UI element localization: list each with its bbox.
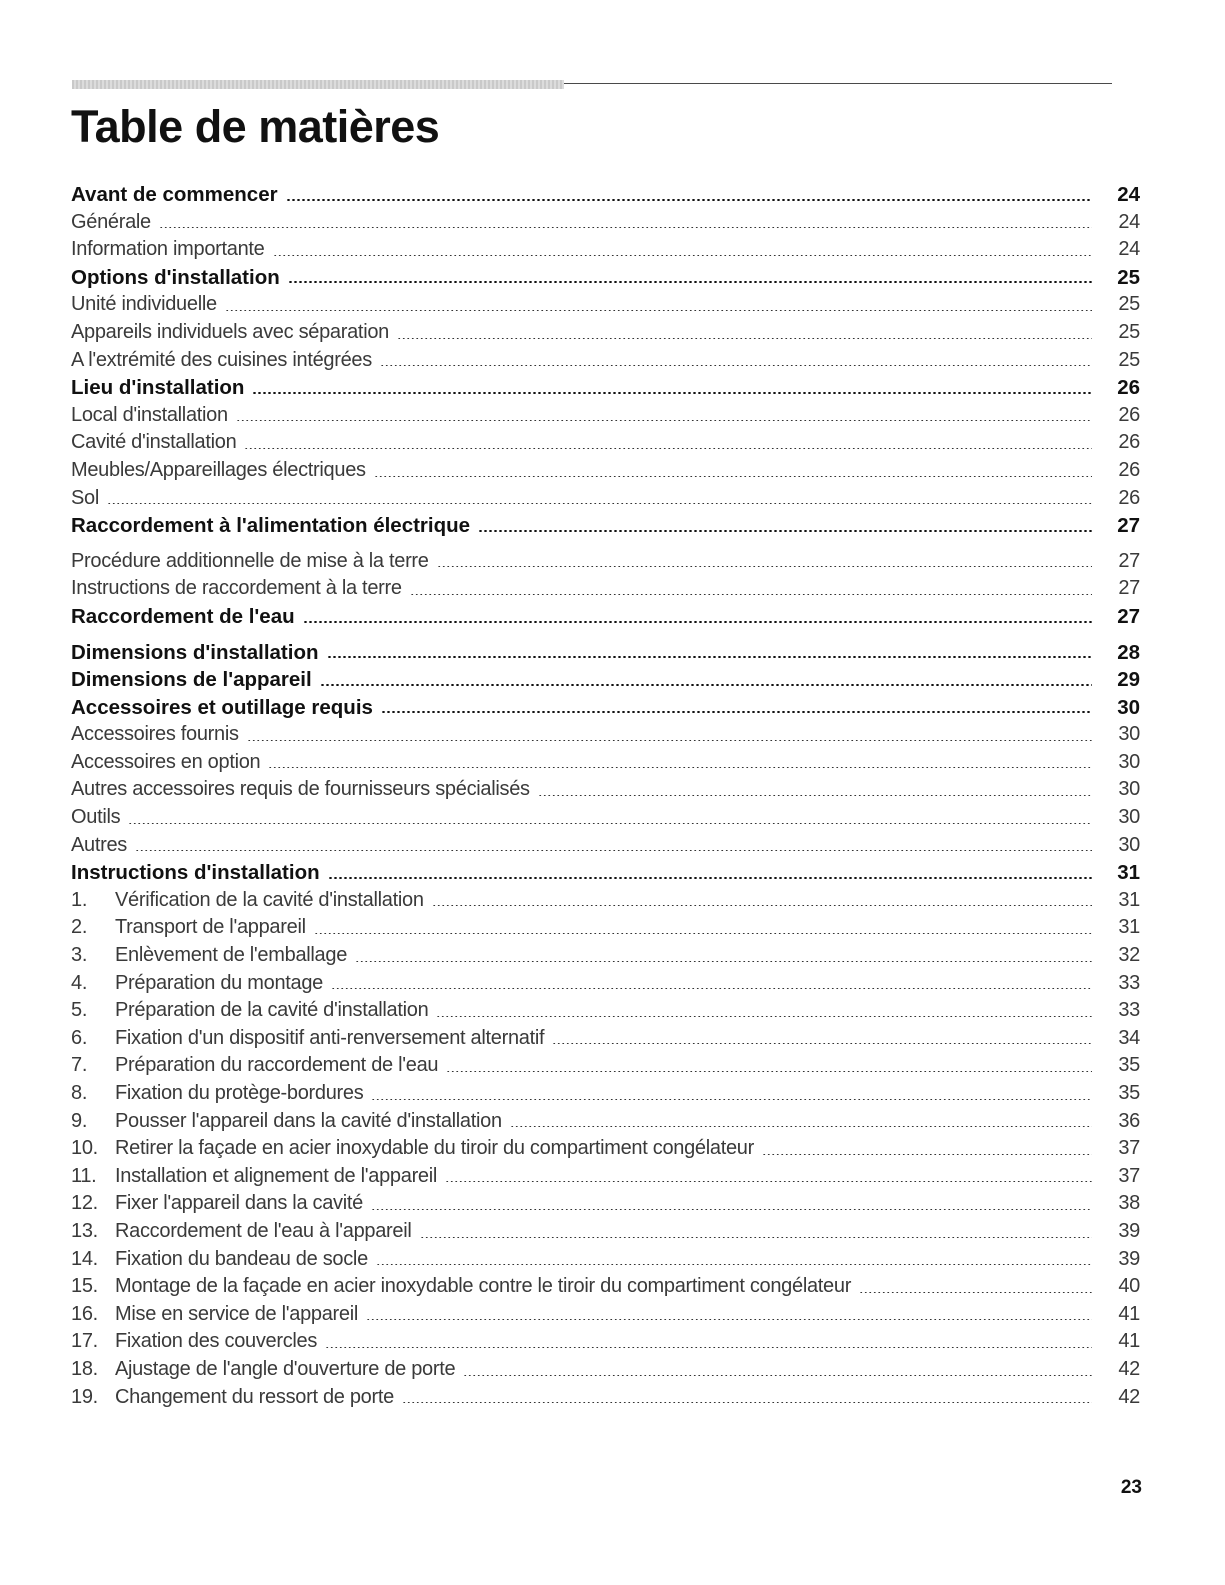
toc-entry-page: 26 (1118, 458, 1140, 481)
dot-leader (236, 420, 1092, 421)
toc-entry-label: Préparation du raccordement de l'eau (115, 1054, 439, 1077)
toc-subsection-entry[interactable] (71, 209, 1140, 237)
toc-entry-label: Information importante (71, 238, 265, 261)
toc-entry-page: 34 (1118, 1026, 1140, 1049)
toc-entry-label: Unité individuelle (71, 293, 217, 316)
toc-entry-label: Cavité d'installation (71, 431, 237, 454)
toc-subsection-entry[interactable] (71, 721, 1140, 749)
toc-entry-page: 35 (1118, 1082, 1140, 1104)
toc-entry-page: 30 (1118, 806, 1140, 829)
toc-entry-page: 41 (1118, 1330, 1140, 1353)
toc-subsection-entry[interactable] (71, 1328, 1140, 1356)
toc-subsection-entry[interactable] (71, 970, 1140, 998)
toc-subsection-entry[interactable] (71, 485, 1140, 513)
table-of-contents (71, 181, 1140, 1411)
dot-leader (366, 1319, 1092, 1320)
toc-subsection-entry[interactable] (71, 1246, 1140, 1274)
toc-subsection-entry[interactable] (71, 1190, 1140, 1218)
toc-entry-page: 42 (1118, 1357, 1140, 1380)
toc-entry-label: Raccordement de l'eau à l'appareil (115, 1219, 412, 1242)
dot-leader (303, 621, 1092, 623)
dot-leader (446, 1071, 1092, 1072)
toc-entry-page: 35 (1118, 1054, 1140, 1077)
toc-subsection-entry[interactable] (71, 914, 1140, 942)
toc-entry-label: Fixation d'un dispositif anti-renversement alternatif (115, 1026, 545, 1049)
dot-leader (225, 310, 1092, 311)
toc-entry-label: Outils (71, 806, 121, 829)
dot-leader (437, 566, 1092, 567)
toc-entry-page: 24 (1118, 238, 1140, 261)
toc-subsection-entry[interactable] (71, 1080, 1140, 1108)
toc-entry-page: 27 (1117, 514, 1140, 538)
toc-entry-label: Instructions de raccordement à la terre (71, 577, 402, 600)
dot-leader (288, 281, 1092, 283)
toc-entry-number: 16. (71, 1302, 98, 1325)
dot-leader (381, 711, 1092, 713)
toc-section-entry[interactable] (71, 603, 1140, 631)
dot-leader (128, 823, 1092, 824)
toc-entry-label: Vérification de la cavité d'installation (115, 888, 424, 911)
dot-leader (325, 1347, 1092, 1348)
toc-entry-label: Accessoires et outillage requis (71, 695, 373, 719)
toc-entry-page: 25 (1118, 320, 1140, 343)
toc-entry-page: 25 (1117, 265, 1140, 289)
toc-entry-page: 32 (1118, 944, 1140, 967)
toc-entry-page: 27 (1117, 604, 1140, 628)
toc-entry-label: Instructions d'installation (71, 861, 320, 885)
dot-leader (268, 767, 1092, 768)
toc-entry-label: Mise en service de l'appareil (115, 1302, 359, 1325)
toc-entry-label: Fixation du protège-bordures (115, 1082, 364, 1104)
toc-entry-label: Autres (71, 833, 128, 856)
toc-entry-page: 36 (1118, 1109, 1140, 1132)
toc-entry-page: 39 (1118, 1247, 1140, 1270)
dot-leader (432, 905, 1092, 906)
dot-leader (402, 1402, 1092, 1403)
toc-entry-label: Avant de commencer (71, 183, 278, 206)
toc-entry-label: Accessoires fournis (71, 723, 239, 746)
toc-entry-page: 30 (1118, 750, 1140, 773)
dot-leader (376, 1264, 1092, 1265)
toc-subsection-entry[interactable] (71, 347, 1140, 375)
toc-entry-page: 30 (1118, 778, 1140, 801)
toc-subsection-entry[interactable] (71, 236, 1140, 264)
toc-entry-label: Autres accessoires requis de fournisseurs spécialisés (71, 778, 530, 801)
toc-entry-page: 39 (1118, 1219, 1140, 1242)
toc-entry-page: 33 (1118, 971, 1140, 994)
dot-leader (538, 795, 1092, 796)
dot-leader (478, 530, 1092, 532)
dot-leader (135, 850, 1092, 851)
toc-subsection-entry[interactable] (71, 1025, 1140, 1053)
toc-entry-page: 27 (1118, 577, 1140, 600)
toc-entry-page: 27 (1118, 549, 1140, 572)
toc-entry-page: 24 (1118, 210, 1140, 233)
toc-entry-page: 24 (1117, 183, 1140, 206)
toc-entry-number: 7. (71, 1054, 88, 1077)
toc-entry-page: 31 (1117, 861, 1140, 885)
toc-entry-label: A l'extrémité des cuisines intégrées (71, 348, 372, 371)
toc-subsection-entry[interactable] (71, 1356, 1140, 1384)
toc-entry-page: 38 (1118, 1192, 1140, 1215)
toc-section-entry[interactable] (71, 639, 1140, 667)
toc-entry-number: 1. (71, 888, 88, 911)
toc-entry-label: Installation et alignement de l'appareil (115, 1164, 438, 1187)
toc-subsection-entry[interactable] (71, 548, 1140, 576)
dot-leader (244, 448, 1092, 449)
toc-subsection-entry[interactable] (71, 429, 1140, 457)
toc-subsection-entry[interactable] (71, 776, 1140, 804)
toc-entry-number: 17. (71, 1330, 98, 1353)
toc-entry-number: 18. (71, 1357, 98, 1380)
toc-subsection-entry[interactable] (71, 1273, 1140, 1301)
toc-subsection-entry[interactable] (71, 1218, 1140, 1246)
toc-entry-page: 40 (1118, 1275, 1140, 1298)
toc-entry-page: 26 (1118, 431, 1140, 454)
dot-leader (107, 503, 1092, 504)
dot-leader (436, 1016, 1092, 1017)
toc-entry-page: 26 (1118, 403, 1140, 426)
dot-leader (252, 392, 1092, 394)
dot-leader (273, 255, 1093, 256)
toc-entry-label: Local d'installation (71, 403, 228, 426)
toc-entry-label: Lieu d'installation (71, 376, 245, 400)
toc-entry-label: Pousser l'appareil dans la cavité d'installation (115, 1109, 502, 1132)
toc-entry-label: Dimensions d'installation (71, 640, 319, 664)
toc-entry-page: 33 (1118, 999, 1140, 1022)
toc-entry-label: Enlèvement de l'emballage (115, 944, 348, 967)
dot-leader (374, 476, 1092, 477)
toc-entry-page: 28 (1117, 640, 1140, 664)
dot-leader (762, 1154, 1092, 1155)
toc-entry-page: 30 (1118, 723, 1140, 746)
dot-leader (247, 740, 1092, 741)
dot-leader (445, 1181, 1092, 1182)
toc-subsection-entry[interactable] (71, 832, 1140, 860)
toc-entry-page: 25 (1118, 293, 1140, 316)
dot-leader (552, 1043, 1092, 1044)
toc-section-entry[interactable] (71, 666, 1140, 694)
toc-entry-label: Préparation de la cavité d'installation (115, 999, 429, 1022)
dot-leader (331, 988, 1092, 989)
toc-entry-page: 30 (1118, 833, 1140, 856)
toc-subsection-entry[interactable] (71, 1052, 1140, 1080)
toc-section-entry[interactable] (71, 512, 1140, 540)
toc-entry-page: 42 (1118, 1385, 1140, 1408)
toc-entry-label: Fixation des couvercles (115, 1330, 318, 1353)
page-number: 23 (1120, 1477, 1142, 1498)
toc-entry-number: 19. (71, 1385, 98, 1408)
toc-entry-number: 8. (71, 1082, 88, 1104)
toc-subsection-entry[interactable] (71, 1135, 1140, 1163)
toc-entry-page: 26 (1118, 486, 1140, 509)
toc-entry-label: Raccordement de l'eau (71, 604, 295, 628)
dot-leader (420, 1237, 1092, 1238)
toc-entry-label: Meubles/Appareillages électriques (71, 458, 366, 481)
dot-leader (327, 656, 1093, 658)
toc-subsection-entry[interactable] (71, 457, 1140, 485)
toc-subsection-entry[interactable] (71, 942, 1140, 970)
toc-entry-label: Générale (71, 210, 151, 233)
toc-entry-number: 14. (71, 1247, 98, 1270)
toc-subsection-entry[interactable] (71, 1384, 1140, 1412)
toc-entry-number: 4. (71, 971, 88, 994)
toc-subsection-entry[interactable] (71, 997, 1140, 1025)
toc-section-entry[interactable] (71, 859, 1140, 887)
toc-entry-page: 31 (1118, 916, 1140, 939)
toc-entry-page: 29 (1117, 668, 1140, 692)
dot-leader (463, 1375, 1092, 1376)
dot-leader (328, 877, 1092, 879)
header-rule-shaded (72, 80, 564, 89)
toc-subsection-entry[interactable] (71, 887, 1140, 915)
dot-leader (355, 961, 1092, 962)
toc-entry-number: 6. (71, 1026, 88, 1049)
toc-subsection-entry[interactable] (71, 804, 1140, 832)
toc-entry-number: 9. (71, 1109, 88, 1132)
toc-subsection-entry[interactable] (71, 319, 1140, 347)
header-rule-line (564, 83, 1112, 84)
toc-subsection-entry[interactable] (71, 575, 1140, 603)
toc-entry-label: Procédure additionnelle de mise à la terre (71, 549, 429, 572)
toc-subsection-entry[interactable] (71, 1108, 1140, 1136)
toc-entry-number: 3. (71, 944, 88, 967)
toc-entry-number: 2. (71, 916, 88, 939)
toc-entry-label: Fixer l'appareil dans la cavité (115, 1192, 363, 1215)
dot-leader (159, 227, 1092, 228)
toc-section-entry[interactable] (71, 374, 1140, 402)
toc-entry-label: Options d'installation (71, 265, 280, 289)
toc-entry-label: Changement du ressort de porte (115, 1385, 394, 1408)
toc-entry-label: Sol (71, 486, 100, 509)
toc-subsection-entry[interactable] (71, 1301, 1140, 1329)
toc-entry-label: Ajustage de l'angle d'ouverture de porte (115, 1357, 456, 1380)
toc-entry-label: Accessoires en option (71, 750, 261, 773)
toc-subsection-entry[interactable] (71, 402, 1140, 430)
dot-leader (410, 594, 1092, 595)
toc-entry-label: Fixation du bandeau de socle (115, 1247, 368, 1270)
dot-leader (859, 1292, 1092, 1293)
toc-entry-label: Retirer la façade en acier inoxydable du tiroir du compartiment congélateur (115, 1137, 754, 1160)
page-title: Table de matières (71, 101, 440, 152)
dot-leader (320, 684, 1092, 686)
toc-section-entry[interactable] (71, 264, 1140, 292)
toc-entry-page: 37 (1118, 1164, 1140, 1187)
toc-subsection-entry[interactable] (71, 749, 1140, 777)
toc-entry-number: 13. (71, 1219, 98, 1242)
dot-leader (380, 365, 1092, 366)
dot-leader (314, 933, 1092, 934)
toc-entry-number: 5. (71, 999, 88, 1022)
toc-entry-number: 10. (71, 1137, 98, 1160)
toc-entry-number: 11. (71, 1164, 97, 1187)
toc-entry-label: Raccordement à l'alimentation électrique (71, 514, 471, 538)
toc-subsection-entry[interactable] (71, 291, 1140, 319)
toc-entry-label: Préparation du montage (115, 971, 323, 994)
dot-leader (286, 199, 1092, 201)
dot-leader (397, 338, 1092, 339)
dot-leader (510, 1126, 1092, 1127)
toc-entry-label: Transport de l'appareil (115, 916, 306, 939)
toc-entry-page: 30 (1117, 695, 1140, 719)
toc-entry-number: 15. (71, 1275, 98, 1298)
toc-entry-label: Montage de la façade en acier inoxydable contre le tiroir du compartiment congélateur (115, 1275, 852, 1298)
toc-entry-page: 31 (1118, 888, 1140, 911)
toc-section-entry[interactable] (71, 694, 1140, 722)
toc-entry-page: 41 (1118, 1302, 1140, 1325)
toc-entry-label: Appareils individuels avec séparation (71, 320, 389, 343)
dot-leader (371, 1209, 1092, 1210)
dot-leader (371, 1099, 1092, 1100)
toc-subsection-entry[interactable] (71, 1163, 1140, 1191)
toc-section-entry[interactable] (71, 181, 1140, 209)
toc-entry-number: 12. (71, 1192, 98, 1215)
toc-entry-label: Dimensions de l'appareil (71, 668, 312, 692)
toc-entry-page: 25 (1118, 348, 1140, 371)
toc-entry-page: 26 (1117, 376, 1140, 400)
toc-entry-page: 37 (1118, 1137, 1140, 1160)
